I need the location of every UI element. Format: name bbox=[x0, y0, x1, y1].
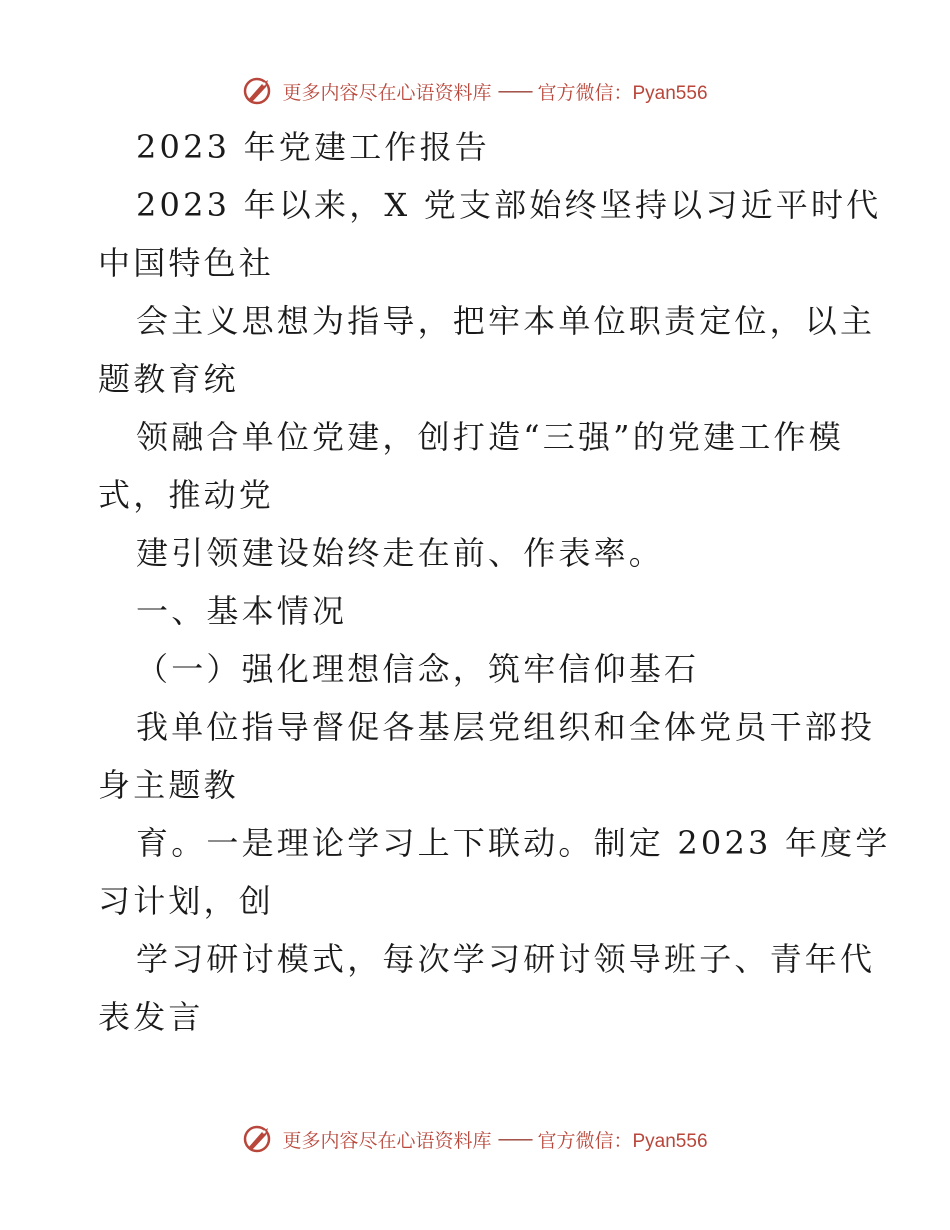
text-line: 题教育统 bbox=[98, 360, 239, 398]
watermark-banner-top bbox=[0, 76, 950, 106]
watermark-text: 更多内容尽在心语资料库 bbox=[282, 1129, 492, 1152]
watermark-separator: —— bbox=[497, 1128, 532, 1150]
watermark-separator: —— bbox=[497, 80, 532, 102]
watermark-banner-bottom bbox=[0, 1124, 950, 1154]
text-line: （一）强化理想信念，筑牢信仰基石 bbox=[136, 650, 700, 688]
text-line: 表发言 bbox=[98, 998, 204, 1036]
text-line: 2023 年党建工作报告 bbox=[136, 128, 491, 166]
text-line: 习计划，创 bbox=[98, 882, 275, 920]
text-line: 中国特色社 bbox=[98, 244, 275, 282]
watermark-contact: 官方微信：Pyan556 bbox=[537, 82, 708, 104]
document-body bbox=[98, 118, 891, 1046]
text-line: 身主题教 bbox=[98, 766, 239, 804]
text-line: 学习研讨模式，每次学习研讨领导班子、青年代 bbox=[136, 940, 876, 978]
text-line: 一、基本情况 bbox=[136, 592, 348, 630]
pen-nib-circle-icon bbox=[242, 76, 276, 106]
text-line: 建引领建设始终走在前、作表率。 bbox=[136, 534, 665, 572]
text-line: 会主义思想为指导，把牢本单位职责定位，以主 bbox=[136, 302, 876, 340]
text-line: 领融合单位党建，创打造“三强”的党建工作模 bbox=[136, 418, 844, 456]
watermark-contact: 官方微信：Pyan556 bbox=[537, 1130, 708, 1152]
text-line: 育。一是理论学习上下联动。制定 2023 年度学 bbox=[136, 824, 891, 862]
text-line: 我单位指导督促各基层党组织和全体党员干部投 bbox=[136, 708, 876, 746]
text-line: 2023 年以来，X 党支部始终坚持以习近平时代 bbox=[136, 186, 882, 224]
watermark-text: 更多内容尽在心语资料库 bbox=[282, 81, 492, 104]
pen-nib-circle-icon bbox=[242, 1124, 276, 1154]
text-line: 式，推动党 bbox=[98, 476, 275, 514]
